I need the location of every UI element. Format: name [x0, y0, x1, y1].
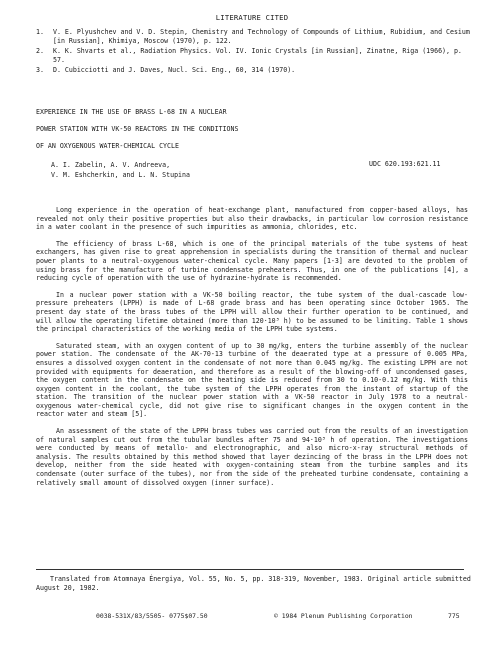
reference-text: D. Cubicciotti and J. Daves, Nucl. Sci. Eng., 60, 314 (1970).: [53, 65, 296, 74]
udc-code: UDC 620.193:621.11: [369, 160, 441, 168]
reference-item: [36, 66, 476, 75]
reference-number: 2.: [36, 46, 44, 55]
title-line: OF AN OXYGENOUS WATER-CHEMICAL CYCLE: [36, 142, 179, 150]
body-paragraph: Saturated steam, with an oxygen content of up to 30 mg/kg, enters the turbine assembly of the nuclear power station. The condensate of the AK-70-13 turbine of the deaerated type at a pressure of 0.005 MPa, ensures a dissolved oxygen content in the condensate of not more than 0.045 mg/kg. The existing LPPH are not provided with equipments for deaeration, and therefore as a result of the blowing-off of uncondensed gases, the oxygen content in the condensate on the heating side is reduced from 30 to 0.10-0.12 mg/kg. With this oxygen content in the coolant, the tube system of the LPPH operates from the instant of startup of the station. The transition of the nuclear power station with a VK-50 reactor in July 1978 to a neutral-oxygenous water-chemical cycle, did not give rise to significant changes in the oxygen content in the reactor water and steam [5].: [36, 341, 468, 419]
copyright-notice: © 1984 Plenum Publishing Corporation: [274, 612, 413, 620]
article-code: 0038-531X/83/5505- 0775$07.50: [96, 612, 208, 620]
reference-text: V. E. Plyushchev and V. D. Stepin, Chemistry and Technology of Compounds of Lithium, Rubidium, and Cesium [in Russian], Khimiya, Moscow (1970), p. 122.: [53, 28, 470, 46]
page-number: 775: [448, 612, 460, 620]
title-line: EXPERIENCE IN THE USE OF BRASS L-68 IN A NUCLEAR: [36, 108, 227, 116]
footnote-divider: [36, 569, 464, 570]
title-line: POWER STATION WITH VK-50 REACTORS IN THE CONDITIONS: [36, 125, 239, 133]
article-authors: [51, 160, 351, 180]
translation-footnote: Translated from Atomnaya Énergiya, Vol. 55, No. 5, pp. 318-319, November, 1983. Original article submitted August 20, 1982.: [36, 575, 471, 592]
body-paragraph: Long experience in the operation of heat-exchange plant, manufactured from copper-based alloys, has revealed not only their positive properties but also their drawbacks, in particular low corrosion resistance in a water coolant in the presence of such impurities as ammonia, chlorides, etc.: [36, 206, 468, 232]
body-paragraph: An assessment of the state of the LPPH brass tubes was carried out from the results of an investigation of natural samples cut out from the tubular bundles after 75 and 94·10³ h of operation. The investigations were conducted by means of metallo- and electronographic, and also micro-x-ray structural methods of analysis. The results obtained by this method showed that layer dezincing of the brass in the LPPH does not develop, neither from the side heated with oxygen-containing steam from the turbine samples and its condensate (outer surface of the tubes), nor from the side of the preheated turbine condensate, containing a relatively small amount of dissolved oxygen (inner surface).: [36, 427, 468, 487]
reference-list: [36, 28, 476, 75]
reference-number: 3.: [36, 65, 44, 74]
reference-item: [36, 28, 476, 47]
body-paragraph: In a nuclear power station with a VK-50 boiling reactor, the tube system of the dual-cascade low-pressure preheaters (LPPH) is made of L-68 grade brass and has been operating since October 1965. The present day state of the brass tubes of the LPPH will allow their further operation to be continued, and will allow the operating lifetime obtained (more than 120·10³ h) to be assumed to be limiting. Table 1 shows the principal characteristics of the working media of the LPPH tube systems.: [36, 290, 468, 334]
literature-cited-heading: LITERATURE CITED: [215, 13, 289, 22]
article-title: [36, 104, 456, 155]
reference-number: 1.: [36, 28, 44, 36]
article-body: [36, 206, 468, 495]
reference-item: [36, 47, 476, 66]
authors-line: A. I. Zabelin, A. V. Andreeva,: [51, 161, 171, 169]
authors-line: V. M. Eshcherkin, and L. N. Stupina: [51, 171, 190, 179]
body-paragraph: The efficiency of brass L-68, which is one of the principal materials of the tube systems of heat exchangers, has given rise to great apprehension in specialists during the transition of thermal and nuclear power plants to a neutral-oxygenous water-chemical cycle. Many papers [1-3] are devoted to the problem of using brass for the manufacture of turbine condensate preheaters. Thus, in one of the publications [4], a reducing cycle of operation with the use of hydrazine-hydrate is recommended.: [36, 239, 468, 283]
reference-text: K. K. Shvarts et al., Radiation Physics. Vol. IV. Ionic Crystals [in Russian], Zinatne, Riga (1966), p. 57.: [53, 46, 462, 65]
